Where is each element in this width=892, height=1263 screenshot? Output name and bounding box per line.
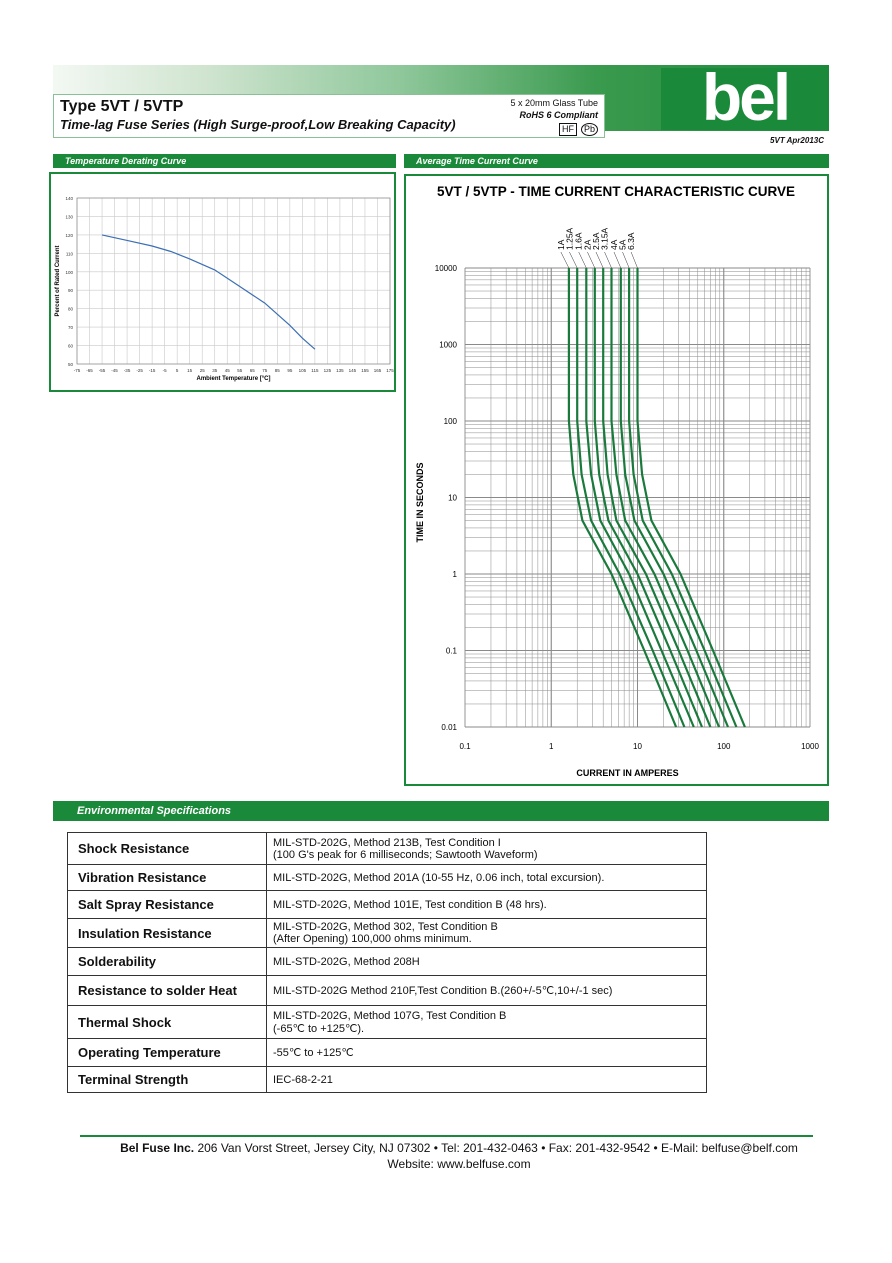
spec-value-line: -55℃ to +125℃ xyxy=(273,1047,354,1059)
derating-x-tick-label: 175 xyxy=(386,368,394,373)
tc-series-label: 6.3A xyxy=(626,232,637,250)
environmental-section-title: Environmental Specifications xyxy=(53,801,829,821)
tc-series-label: 2.5A xyxy=(590,232,601,250)
tc-series-leader xyxy=(569,252,577,268)
derating-x-tick-label: 35 xyxy=(212,368,218,373)
spec-name: Insulation Resistance xyxy=(68,919,267,948)
spec-name: Operating Temperature xyxy=(68,1039,267,1067)
derating-x-tick-label: -75 xyxy=(73,368,81,373)
derating-y-axis-label: Percent of Rated Current xyxy=(55,245,61,317)
product-title: Type 5VT / 5VTP xyxy=(60,98,184,115)
derating-series-line xyxy=(102,235,315,349)
tc-x-tick-label: 1 xyxy=(549,742,554,751)
derating-x-tick-label: -55 xyxy=(98,368,106,373)
tc-x-tick-label: 100 xyxy=(717,742,731,751)
table-row xyxy=(68,948,707,976)
tc-series-leader xyxy=(631,252,637,268)
spec-value xyxy=(267,865,707,891)
time-current-chart xyxy=(406,176,827,784)
derating-y-tick-label: 100 xyxy=(65,269,73,275)
derating-x-tick-label: 145 xyxy=(348,368,357,373)
table-row xyxy=(68,1067,707,1093)
tc-y-tick-label: 10000 xyxy=(434,264,457,273)
spec-value-line: MIL-STD-202G, Method 213B, Test Condition I xyxy=(273,836,501,849)
tc-series-label: 2A xyxy=(582,239,593,250)
derating-x-tick-label: -65 xyxy=(86,368,93,373)
tc-series-leader xyxy=(614,252,621,268)
spec-value-line: IEC-68-2-21 xyxy=(273,1073,333,1086)
table-row xyxy=(68,1039,707,1067)
hf-cert-icon: HF xyxy=(559,123,577,136)
derating-y-tick-label: 90 xyxy=(67,288,73,294)
derating-x-tick-label: -45 xyxy=(111,368,118,373)
spec-value xyxy=(267,891,707,919)
footer-divider xyxy=(80,1135,813,1137)
derating-y-tick-label: 70 xyxy=(67,325,73,331)
tc-x-tick-label: 1000 xyxy=(801,742,819,751)
spec-name: Resistance to solder Heat xyxy=(68,976,267,1006)
pb-free-icon: Pb xyxy=(581,123,598,136)
rohs-note: RoHS 6 Compliant xyxy=(519,110,598,120)
tc-series-leader xyxy=(587,252,594,268)
tc-y-tick-label: 1 xyxy=(452,570,457,579)
tc-y-tick-label: 100 xyxy=(443,417,457,426)
footer-address xyxy=(53,1141,865,1155)
time-current-y-axis-label: TIME IN SECONDS xyxy=(415,462,425,543)
doc-code: 5VT Apr2013C xyxy=(770,136,824,145)
spec-value xyxy=(267,1039,707,1067)
derating-chart xyxy=(51,174,394,390)
title-box xyxy=(53,94,605,138)
derating-x-tick-label: 25 xyxy=(199,368,205,373)
spec-name: Salt Spray Resistance xyxy=(68,891,267,919)
derating-x-axis-label: Ambient Temperature [°C] xyxy=(196,376,271,382)
derating-x-tick-label: 115 xyxy=(311,368,319,373)
derating-x-tick-label: -25 xyxy=(136,368,143,373)
derating-y-tick-label: 120 xyxy=(65,232,73,238)
spec-name: Vibration Resistance xyxy=(68,865,267,891)
tc-y-tick-label: 1000 xyxy=(439,340,457,350)
tc-series-label: 1.25A xyxy=(564,227,575,250)
tc-series-leader xyxy=(623,252,630,268)
spec-value xyxy=(267,919,707,948)
tc-x-tick-label: 10 xyxy=(633,742,642,751)
derating-x-tick-label: 105 xyxy=(298,368,307,373)
time-current-section-title: Average Time Current Curve xyxy=(404,154,829,168)
derating-plot-frame xyxy=(77,198,390,364)
time-current-chart-title: 5VT / 5VTP - TIME CURRENT CHARACTERISTIC CURVE xyxy=(436,184,796,199)
tc-series-leader xyxy=(596,252,603,268)
table-row xyxy=(68,1006,707,1039)
derating-y-tick-label: 50 xyxy=(67,362,73,367)
spec-value-line: MIL-STD-202G, Method 107G, Test Condition B xyxy=(273,1009,507,1022)
spec-value xyxy=(267,1067,707,1093)
derating-y-tick-label: 110 xyxy=(65,251,73,257)
derating-x-tick-label: 155 xyxy=(361,368,369,373)
spec-value-line: MIL-STD-202G Method 210F,Test Condition B.(260+/-5℃,10+/-1 sec) xyxy=(273,985,613,997)
derating-y-tick-label: 140 xyxy=(65,196,73,201)
derating-x-tick-label: 165 xyxy=(373,368,382,373)
footer-contact: 206 Van Vorst Street, Jersey City, NJ 07302 • Tel: 201-432-0463 • Fax: 201-432-9542 • E-Mail: belfuse@belf.com xyxy=(194,1141,798,1155)
derating-x-tick-label: 5 xyxy=(175,368,179,373)
table-row xyxy=(68,833,707,865)
spec-name: Terminal Strength xyxy=(68,1067,267,1093)
time-current-chart-panel xyxy=(404,174,829,786)
spec-name: Solderability xyxy=(68,948,267,976)
derating-x-tick-label: 45 xyxy=(224,368,230,373)
time-current-x-axis-label: CURRENT IN AMPERES xyxy=(576,768,679,778)
derating-x-tick-label: -15 xyxy=(148,368,156,373)
tc-series-label: 4A xyxy=(608,239,619,250)
spec-value-line-2: (After Opening) 100,000 ohms minimum. xyxy=(273,933,472,945)
spec-value-line: MIL-STD-202G, Method 101E, Test condition B (48 hrs). xyxy=(273,898,547,911)
table-row xyxy=(68,919,707,948)
table-row xyxy=(68,891,707,919)
spec-value xyxy=(267,976,707,1006)
derating-x-tick-label: 15 xyxy=(187,368,193,373)
derating-x-tick-label: 55 xyxy=(237,368,243,373)
spec-name: Shock Resistance xyxy=(68,833,267,865)
spec-value xyxy=(267,948,707,976)
spec-value-line-2: (-65℃ to +125℃). xyxy=(273,1022,365,1035)
derating-x-tick-label: 95 xyxy=(287,368,293,373)
derating-y-tick-label: 80 xyxy=(67,306,73,312)
derating-x-tick-label: 135 xyxy=(336,368,344,373)
environmental-table xyxy=(67,832,707,1093)
logo-text: bel xyxy=(701,68,789,130)
derating-x-tick-label: 85 xyxy=(274,368,280,373)
tc-series-leader xyxy=(579,252,587,268)
derating-x-tick-label: 125 xyxy=(323,368,332,373)
tc-series-label: 1.6A xyxy=(573,232,584,250)
derating-x-tick-label: 65 xyxy=(249,368,255,373)
tc-series-leader xyxy=(605,252,612,268)
spec-value xyxy=(267,833,707,865)
table-row xyxy=(68,976,707,1006)
footer-company: Bel Fuse Inc. xyxy=(120,1141,195,1155)
bel-logo-icon xyxy=(661,68,829,130)
footer-website: Website: www.belfuse.com xyxy=(387,1157,531,1171)
derating-y-tick-label: 60 xyxy=(67,343,73,349)
table-row xyxy=(68,865,707,891)
tc-series-label: 1A xyxy=(555,239,566,250)
product-subtitle: Time-lag Fuse Series (High Surge-proof,Low Breaking Capacity) xyxy=(60,117,456,132)
tc-series-label: 5A xyxy=(617,239,628,250)
derating-section-title: Temperature Derating Curve xyxy=(53,154,396,168)
derating-x-tick-label: -35 xyxy=(123,368,131,373)
tc-y-tick-label: 0.1 xyxy=(445,646,457,656)
bel-logo xyxy=(661,68,829,130)
tc-series-label: 3.15A xyxy=(599,227,610,250)
derating-y-tick-label: 130 xyxy=(65,214,73,220)
derating-chart-panel xyxy=(49,172,396,392)
spec-value xyxy=(267,1006,707,1039)
tc-series-leader xyxy=(561,252,569,268)
spec-value-line: MIL-STD-202G, Method 302, Test Condition B xyxy=(273,921,498,933)
tc-y-tick-label: 10 xyxy=(448,493,457,503)
spec-value-line: MIL-STD-202G, Method 208H xyxy=(273,955,420,968)
derating-x-tick-label: 75 xyxy=(262,368,268,373)
tc-x-tick-label: 0.1 xyxy=(459,742,471,751)
derating-x-tick-label: -5 xyxy=(162,368,167,373)
spec-value-line-2: (100 G's peak for 6 milliseconds; Sawtooth Waveform) xyxy=(273,848,538,861)
spec-name: Thermal Shock xyxy=(68,1006,267,1039)
size-note: 5 x 20mm Glass Tube xyxy=(510,98,598,108)
spec-value-line: MIL-STD-202G, Method 201A (10-55 Hz, 0.06 inch, total excursion). xyxy=(273,871,605,884)
tc-y-tick-label: 0.01 xyxy=(441,723,457,732)
